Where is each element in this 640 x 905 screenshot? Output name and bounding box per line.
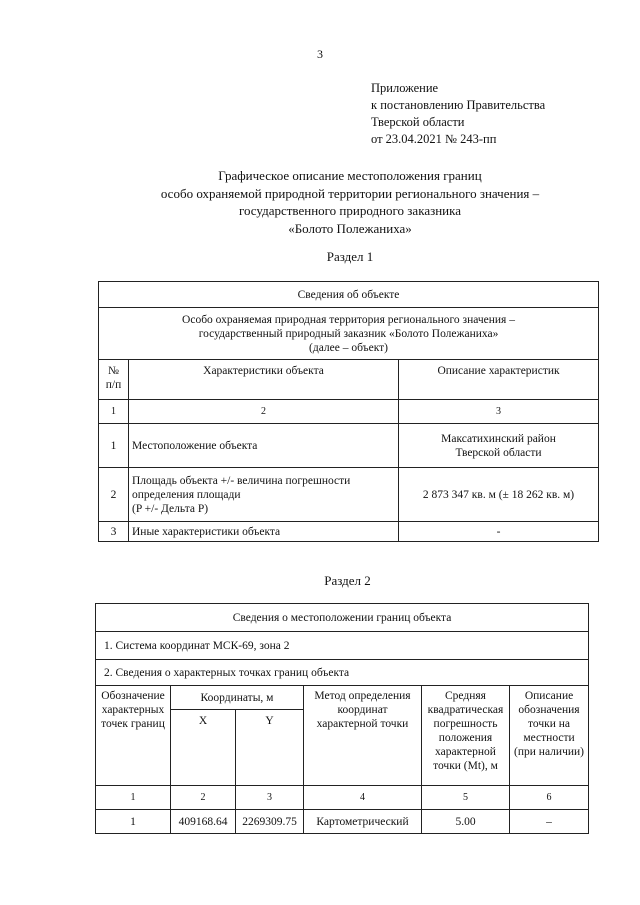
header-x: X xyxy=(171,710,236,786)
page-number: 3 xyxy=(317,47,323,61)
header-point: Обозначение характерных точек границ xyxy=(96,686,171,786)
row-description: 2 873 347 кв. м (± 18 262 кв. м) xyxy=(399,468,599,522)
description-line: Тверской области xyxy=(455,446,542,459)
col-number: 2 xyxy=(171,786,236,810)
row-description xyxy=(399,424,599,468)
row-num: 1 xyxy=(99,424,129,468)
point-id: 1 xyxy=(96,810,171,834)
col-number: 6 xyxy=(510,786,589,810)
header-error: Средняя квадратическая погрешность положения характерной точки (Mt), м xyxy=(422,686,510,786)
object-name-cell xyxy=(99,308,599,360)
header-description: Описание обозначения точки на местности (при наличии) xyxy=(510,686,589,786)
col-number: 4 xyxy=(304,786,422,810)
col-number: 1 xyxy=(96,786,171,810)
title-line: государственного природного заказника xyxy=(238,203,462,218)
characteristic-line: (P +/- Дельта P) xyxy=(132,502,209,515)
title-line: особо охраняемой природной территории регионального значения – xyxy=(160,185,540,201)
point-x: 409168.64 xyxy=(171,810,236,834)
col-number: 5 xyxy=(422,786,510,810)
table-row xyxy=(99,522,599,542)
point-method: Картометрический xyxy=(304,810,422,834)
appendix-line: к постановлению Правительства xyxy=(371,98,546,112)
point-y: 2269309.75 xyxy=(236,810,304,834)
col-number: 3 xyxy=(399,400,599,424)
appendix-line: Тверской области xyxy=(371,115,465,129)
header-coords: Координаты, м xyxy=(171,686,304,710)
row-description: - xyxy=(399,522,599,542)
row-num: 2 xyxy=(99,468,129,522)
section1-heading: Раздел 1 xyxy=(326,249,374,264)
document-title xyxy=(100,167,600,237)
header-num: № п/п xyxy=(99,360,129,400)
header-method: Метод определения координат характерной точки xyxy=(304,686,422,786)
title-line: Графическое описание местоположения границ xyxy=(218,168,482,183)
col-number: 1 xyxy=(99,400,129,424)
object-line: государственный природный заказник «Болото Полежаниха» xyxy=(198,327,499,340)
appendix-line: Приложение xyxy=(371,81,439,95)
object-info-table xyxy=(98,281,599,542)
row-characteristic: Местоположение объекта xyxy=(129,424,399,468)
appendix-line: от 23.04.2021 № 243-пп xyxy=(371,132,497,146)
boundary-points-table xyxy=(95,603,589,834)
row-num: 3 xyxy=(99,522,129,542)
characteristic-line: Площадь объекта +/- величина погрешности xyxy=(132,474,351,487)
object-line: Особо охраняемая природная территория регионального значения – xyxy=(182,313,515,326)
header-description: Описание характеристик xyxy=(399,360,599,400)
characteristic-line: определения площади xyxy=(132,488,241,501)
col-number: 2 xyxy=(129,400,399,424)
table-row xyxy=(99,424,599,468)
section2-heading: Раздел 2 xyxy=(324,573,371,588)
object-line: (далее – объект) xyxy=(309,341,389,354)
header-characteristic: Характеристики объекта xyxy=(129,360,399,400)
header-y: Y xyxy=(236,710,304,786)
point-description: – xyxy=(510,810,589,834)
point-error: 5.00 xyxy=(422,810,510,834)
col-number: 3 xyxy=(236,786,304,810)
coordinate-system: 1. Система координат МСК-69, зона 2 xyxy=(96,632,589,660)
table-row xyxy=(96,810,589,834)
row-characteristic: Иные характеристики объекта xyxy=(129,522,399,542)
table-row xyxy=(99,468,599,522)
row-characteristic xyxy=(129,468,399,522)
title-line: «Болото Полежаниха» xyxy=(288,220,412,236)
description-line: Максатихинский район xyxy=(441,432,556,445)
table-title: Сведения об объекте xyxy=(99,282,599,308)
points-title: 2. Сведения о характерных точках границ объекта xyxy=(96,660,589,686)
table-title: Сведения о местоположении границ объекта xyxy=(96,604,589,632)
appendix-block xyxy=(371,80,545,148)
